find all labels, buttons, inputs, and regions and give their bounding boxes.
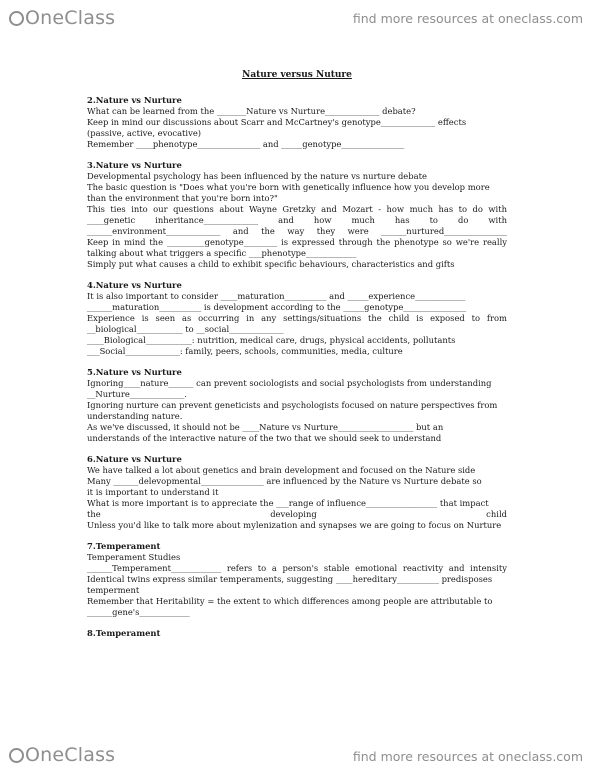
document-title: Nature versus Nuture — [242, 70, 352, 80]
document-body — [87, 70, 507, 649]
sections-container — [87, 95, 507, 639]
section-line: the developing child — [87, 509, 507, 519]
section-line: Developmental psychology has been influenced by the nature vs nurture debate — [87, 171, 427, 181]
section-line: Remember ____phenotype_______________ and _____genotype_______________ — [87, 139, 405, 149]
section-line: ______environment_____________ and the way they were ______nurtured_______________ — [87, 226, 507, 236]
section-heading: 5.Nature vs Nurture — [87, 367, 182, 377]
page-header — [0, 0, 595, 34]
brand-logo[interactable]: OneClass — [9, 7, 115, 29]
section — [87, 160, 507, 270]
section-line: __biological___________ to __social_____________ — [87, 324, 284, 334]
section-heading: 7.Temperament — [87, 541, 161, 551]
section-line: Many ______delevopmental_______________ are influenced by the Nature vs Nurture debate so — [87, 476, 482, 486]
section-line: ______maturation__________ is development according to the _____genotype_______________ — [87, 302, 467, 312]
section-line: (passive, active, evocative) — [87, 128, 202, 138]
section-heading: 3.Nature vs Nurture — [87, 160, 182, 170]
section-line: temperment — [87, 585, 140, 595]
section-line: The basic question is "Does what you're born with genetically influence how you develop more — [87, 182, 490, 192]
section-line: __Nurture_____________. — [87, 389, 187, 399]
section — [87, 454, 507, 531]
section — [87, 367, 507, 444]
section — [87, 280, 507, 357]
section-line: We have talked a lot about genetics and brain development and focused on the Nature side — [87, 465, 476, 475]
section-line: ___Social_____________: family, peers, schools, communities, media, culture — [87, 346, 403, 356]
section-heading: 8.Temperament — [87, 628, 161, 638]
section-line: Identical twins express similar temperaments, suggesting ____hereditary__________ predisposes — [87, 574, 493, 584]
section-line: Keep in mind our discussions about Scarr and McCartney's genotype_____________ effects — [87, 117, 467, 127]
brand-logo[interactable]: OneClass — [9, 744, 115, 766]
section-line: than the environment that you're born into?" — [87, 193, 278, 203]
section-line: What can be learned from the _______Nature vs Nurture_____________ debate? — [87, 106, 416, 116]
section-line: As we've discussed, it should not be ____Nature vs Nurture__________________ but an — [87, 422, 444, 432]
section-line: it is important to understand it — [87, 487, 219, 497]
section-line: ____Biological___________: nutrition, medical care, drugs, physical accidents, pollutants — [87, 335, 456, 345]
section-heading: 2.Nature vs Nurture — [87, 95, 182, 105]
section-heading: 6.Nature vs Nurture — [87, 454, 182, 464]
logo-circle-icon — [9, 748, 24, 763]
section — [87, 95, 507, 150]
section-line: ______gene's____________ — [87, 607, 190, 617]
footer-tagline-link[interactable]: find more resources at oneclass.com — [352, 749, 583, 764]
section-line: Unless you'd like to talk more about mylenization and synapses we are going to focus on Nurture — [87, 520, 502, 530]
section-line: talking about what triggers a specific ___phenotype____________ — [87, 248, 357, 258]
header-tagline-link[interactable]: find more resources at oneclass.com — [352, 11, 583, 26]
section-line: What is more important is to appreciate the ___range of influence_________________ that impact — [87, 498, 489, 508]
section-heading: 4.Nature vs Nurture — [87, 280, 182, 290]
section-line: ______Temperament____________ refers to a person's stable emotional reactivity and intensity — [87, 563, 507, 573]
section-line: Keep in mind the _________genotype________ is expressed through the phenotype so we're really — [87, 237, 507, 247]
section-line: ____genetic inheritance_____________ and how much has to do with — [87, 215, 507, 225]
section-line: Experience is seen as occurring in any settings/situations the child is exposed to from — [87, 313, 507, 323]
section-line: understands of the interactive nature of the two that we should seek to understand — [87, 433, 442, 443]
section-line: Ignoring nurture can prevent geneticists and psychologists focused on nature perspectives from — [87, 400, 498, 410]
section — [87, 541, 507, 618]
section-line: understanding nature. — [87, 411, 183, 421]
section-line: This ties into our questions about Wayne Gretzky and Mozart - how much has to do with — [87, 204, 507, 214]
section-line: Simply put what causes a child to exhibit specific behaviours, characteristics and gifts — [87, 259, 455, 269]
section-line: Remember that Heritability = the extent to which differences among people are attributable to — [87, 596, 493, 606]
section-line: Ignoring____nature______ can prevent sociologists and social psychologists from understanding — [87, 378, 492, 388]
section-line: Temperament Studies — [87, 552, 181, 562]
page-footer — [0, 736, 595, 770]
logo-circle-icon — [9, 11, 24, 26]
section-line: It is also important to consider ____maturation__________ and _____experience____________ — [87, 291, 466, 301]
section — [87, 628, 507, 639]
